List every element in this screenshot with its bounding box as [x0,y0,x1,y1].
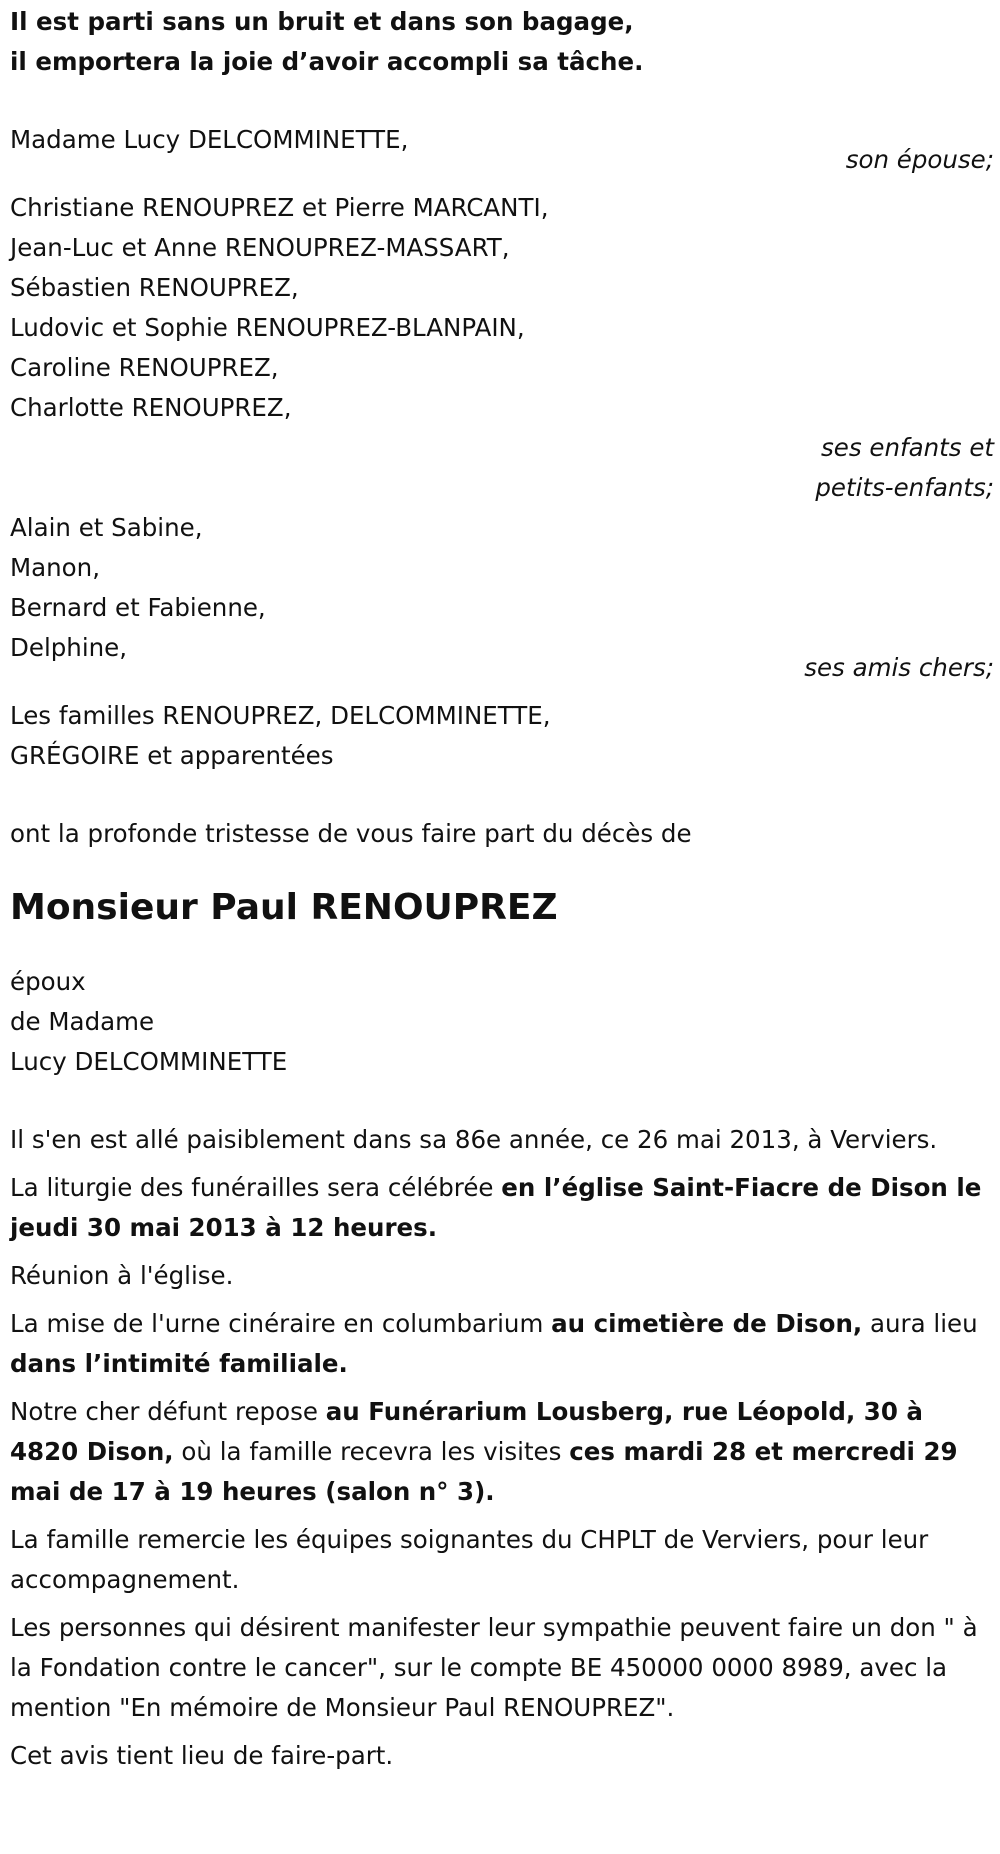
epigraph-line-2: il emportera la joie d’avoir accompli sa tâche. [10,47,644,76]
paragraph-closing: Cet avis tient lieu de faire-part. [10,1741,394,1770]
child-line: Jean-Luc et Anne RENOUPREZ-MASSART, [10,233,510,262]
spouse-name: Madame Lucy DELCOMMINETTE, [10,125,409,154]
husband-of-line: de Madame [10,1007,155,1036]
friends-group [10,508,995,688]
friend-line: Delphine, [10,633,128,662]
children-relation-line-2: petits-enfants; [815,473,994,502]
funeral-home-address: au Funérarium Lousberg, rue Léopold, 30 à 4820 Dison, [10,1397,923,1466]
child-line: Caroline RENOUPREZ, [10,353,279,382]
paragraph-urn [10,1304,995,1384]
husband-of [10,962,995,1082]
children-group [10,188,995,508]
friend-line: Bernard et Fabienne, [10,593,266,622]
urn-text-2: aura lieu [862,1309,978,1338]
liturgy-text: La liturgie des funérailles sera célébrée [10,1173,502,1202]
child-line: Ludovic et Sophie RENOUPREZ-BLANPAIN, [10,313,525,342]
epigraph-line-1: Il est parti sans un bruit et dans son bagage, [10,7,634,36]
liturgy-place-date: en l’église Saint-Fiacre de Dison le jeudi 30 mai 2013 à 12 heures. [10,1173,982,1242]
deceased-name: Monsieur Paul RENOUPREZ [10,887,558,928]
announcement: ont la profonde tristesse de vous faire part du décès de [10,819,692,848]
children-relation-line-1: ses enfants et [821,433,994,462]
friends-relation: ses amis chers; [804,653,994,682]
urn-text-1: La mise de l'urne cinéraire en columbarium [10,1309,552,1338]
epigraph [10,2,995,82]
funeral-home-text-2: où la famille recevra les visites [173,1437,570,1466]
families-group [10,696,995,776]
paragraph-donation: Les personnes qui désirent manifester leur sympathie peuvent faire un don " à la Fondation contre le cancer", sur le compte BE 450000 0000 8989, avec la mention "En mémoire de Monsieur Paul RENOUPREZ". [10,1613,978,1722]
husband-of-line: époux [10,967,86,996]
child-line: Charlotte RENOUPREZ, [10,393,292,422]
paragraph-funeral-home [10,1392,995,1512]
paragraph-thanks: La famille remercie les équipes soignantes du CHPLT de Verviers, pour leur accompagnement. [10,1525,929,1594]
paragraph-liturgy [10,1168,995,1248]
spouse-relation: son épouse; [845,145,994,174]
child-line: Christiane RENOUPREZ et Pierre MARCANTI, [10,193,549,222]
friend-line: Alain et Sabine, [10,513,203,542]
child-line: Sébastien RENOUPREZ, [10,273,299,302]
urn-cemetery: au cimetière de Dison, [551,1309,863,1338]
paragraph-gathering: Réunion à l'église. [10,1261,234,1290]
paragraph-passing: Il s'en est allé paisiblement dans sa 86e année, ce 26 mai 2013, à Verviers. [10,1125,938,1154]
spouse-group [10,120,995,180]
families-line: GRÉGOIRE et apparentées [10,741,334,770]
families-line: Les familles RENOUPREZ, DELCOMMINETTE, [10,701,551,730]
husband-of-line: Lucy DELCOMMINETTE [10,1047,288,1076]
visiting-hours: ces mardi 28 et mercredi 29 mai de 17 à 19 heures (salon n° 3). [10,1437,958,1506]
funeral-home-text-1: Notre cher défunt repose [10,1397,326,1426]
friend-line: Manon, [10,553,100,582]
urn-privacy: dans l’intimité familiale. [10,1349,348,1378]
